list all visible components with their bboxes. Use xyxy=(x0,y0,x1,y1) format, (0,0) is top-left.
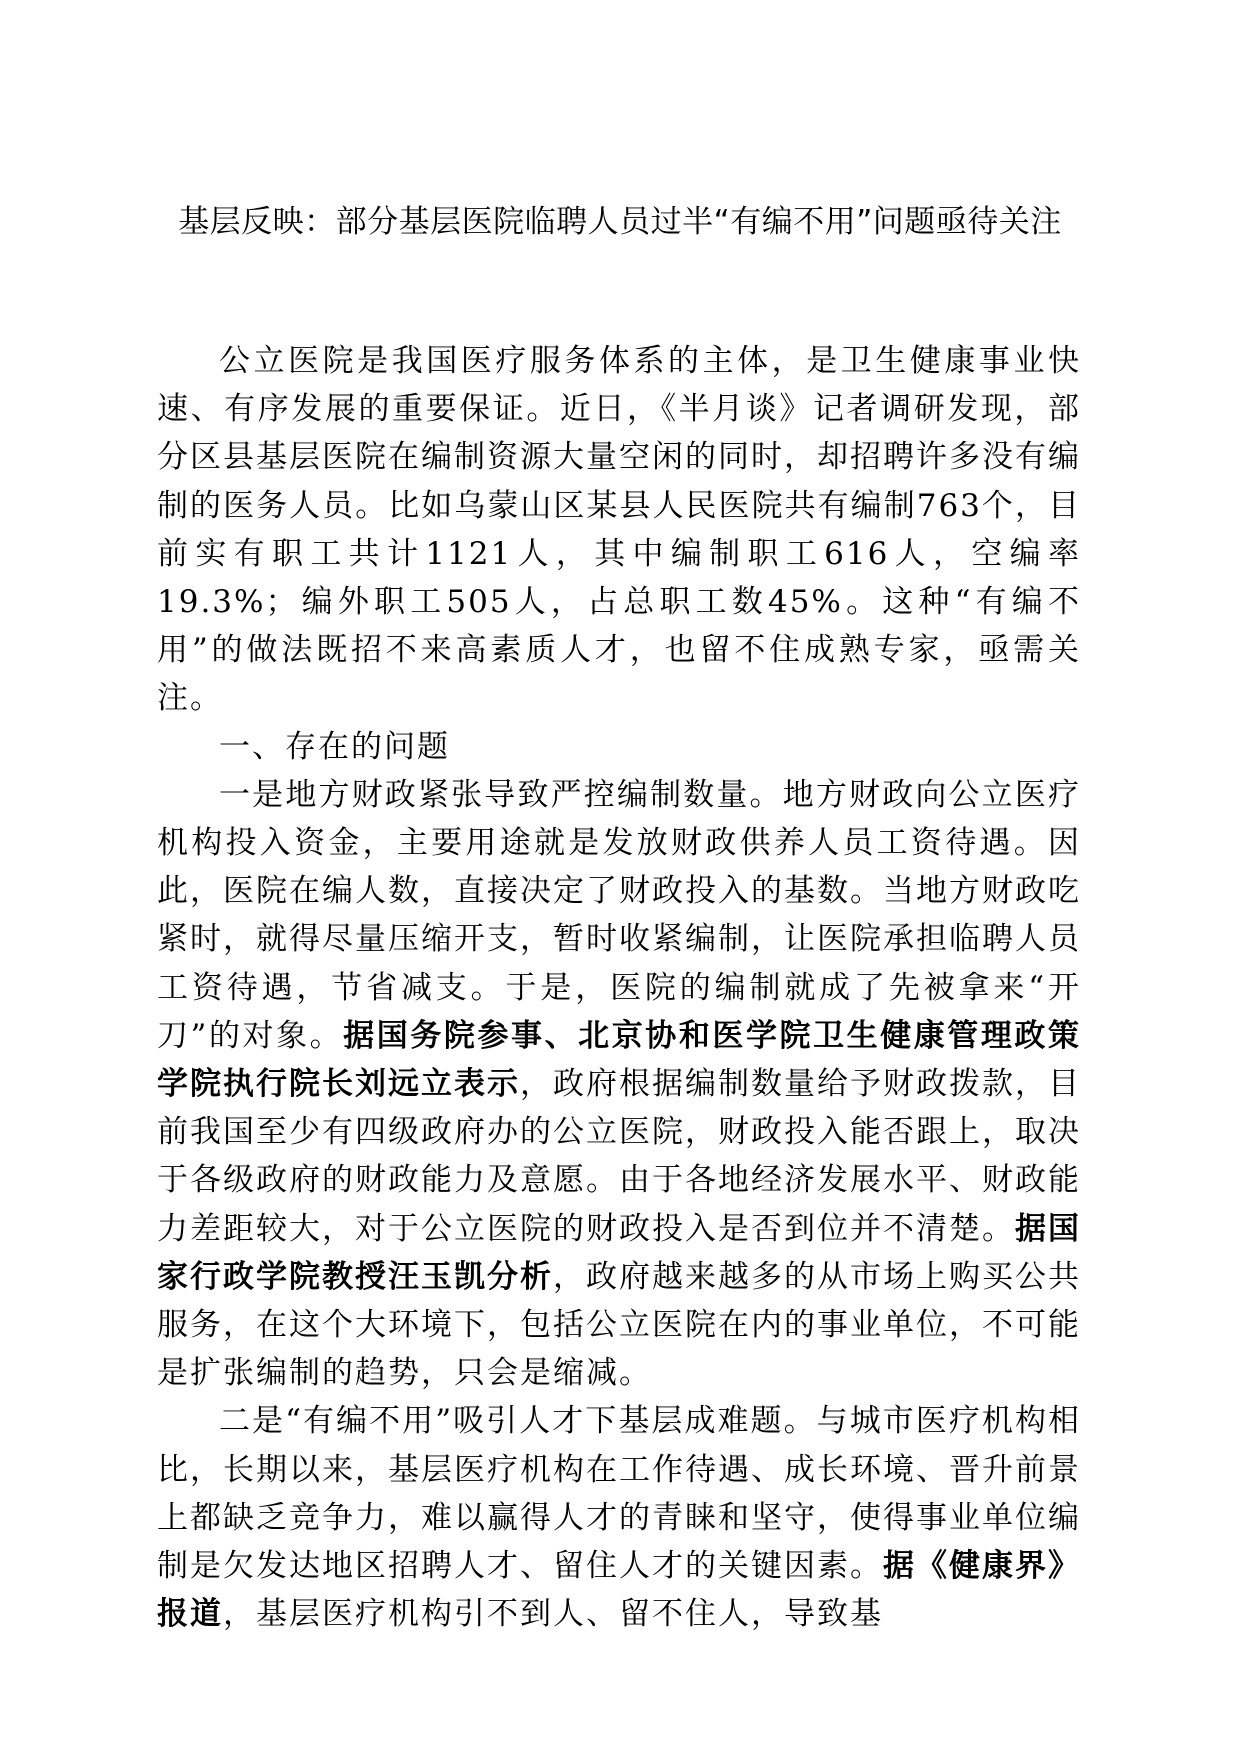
bold-citation: 据国家行政学院教授汪玉凯分析 xyxy=(157,1210,1081,1295)
bold-citation: 据《健康界》报道 xyxy=(157,1548,1081,1633)
paragraph-text: ，政府越来越多的从市场上购买公共服务，在这个大环境下，包括公立医院在内的事业单位，不可能是扩张编制的趋势，只会是缩减。 xyxy=(157,1258,1081,1392)
paragraph-talent-attraction xyxy=(157,1397,1081,1638)
paragraph-intro: 公立医院是我国医疗服务体系的主体，是卫生健康事业快速、有序发展的重要保证。近日，《半月谈》记者调研发现，部分区县基层医院在编制资源大量空闲的同时，却招聘许多没有编制的医务人员。比如乌蒙山区某县人民医院共有编制763个，目前实有职工共计1121人，其中编制职工616人，空编率19.3%；编外职工505人，占总职工数45%。这种“有编不用”的做法既招不来高素质人才，也留不住成熟专家，亟需关注。 xyxy=(157,343,1081,717)
bold-citation: 据国务院参事、北京协和医学院卫生健康管理政策学院执行院长刘远立表示 xyxy=(157,1017,1081,1103)
document-body xyxy=(157,337,1081,1638)
paragraph-text: 一是地方财政紧张导致严控编制数量。地方财政向公立医疗机构投入资金，主要用途就是发放财政供养人员工资待遇。因此，医院在编人数，直接决定了财政投入的基数。当地方财政吃紧时，就得尽量压缩开支，暂时收紧编制，让医院承担临聘人员工资待遇，节省减支。于是，医院的编制就成了先被拿来“开刀”的对象。 xyxy=(157,776,1081,1054)
document-title: 基层反映：部分基层医院临聘人员过半“有编不用”问题亟待关注 xyxy=(178,204,1062,240)
paragraph-text: ，政府根据编制数量给予财政拨款，目前我国至少有四级政府办的公立医院，财政投入能否跟上，取决于各级政府的财政能力及意愿。由于各地经济发展水平、财政能力差距较大，对于公立医院的财政投入是否到位并不清楚。 xyxy=(157,1066,1081,1247)
paragraph-fiscal-pressure xyxy=(157,771,1081,1398)
paragraph-text: 二是“有编不用”吸引人才下基层成难题。与城市医疗机构相比，长期以来，基层医疗机构在工作待遇、成长环境、晋升前景上都缺乏竞争力，难以赢得人才的青睐和坚守，使得事业单位编制是欠发达地区招聘人才、留住人才的关键因素。 xyxy=(157,1403,1081,1585)
paragraph-text: ，基层医疗机构引不到人、留不住人，导致基 xyxy=(223,1596,883,1633)
section-heading-problems: 一、存在的问题 xyxy=(219,728,450,765)
